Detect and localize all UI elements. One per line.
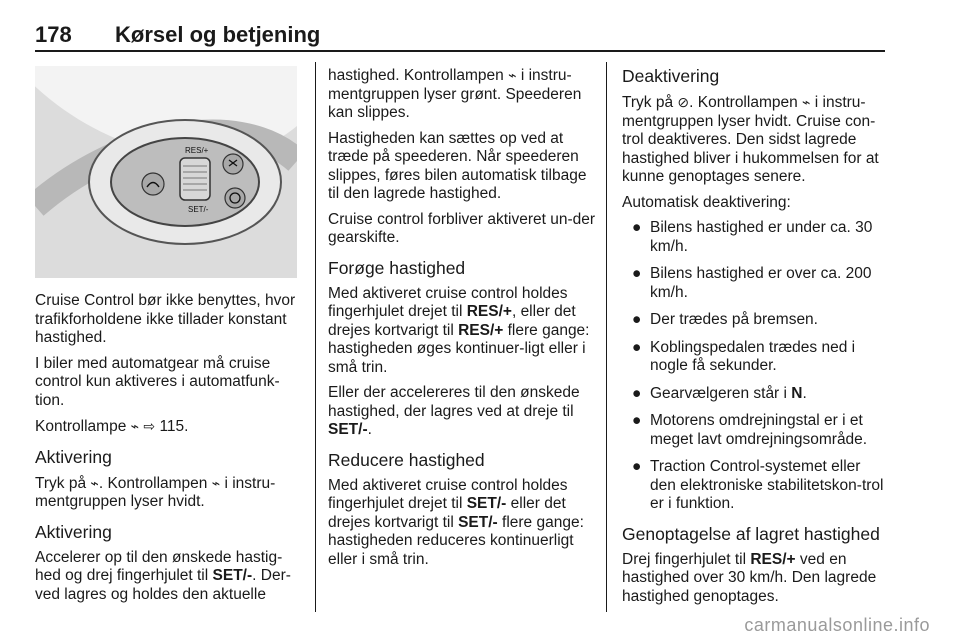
- list-item: ● Koblingspedalen trædes ned i nogle få sekunder.: [632, 338, 856, 374]
- steering-wheel-figure: [35, 66, 297, 278]
- auto-deactivation-list: [622, 219, 890, 514]
- column-1: [35, 66, 303, 611]
- increase-paragraph-1: Med aktiveret cruise control holdes fingerhjulet drejet til RES/+, eller det drejes kortvarigt til RES/+ flere gange: hastigheden øges kontinuer-ligt eller i små trin.: [328, 284, 590, 376]
- gearshift-paragraph: Cruise control forbliver aktiveret un-der gearskifte.: [328, 210, 596, 246]
- list-item: ● Bilens hastighed er under ca. 30 km/h.: [632, 219, 873, 255]
- bullet-icon: ●: [632, 219, 642, 236]
- control-lamp-ref: Kontrollampe ⌁ ⇨ 115.: [35, 418, 189, 435]
- increase-paragraph-2: Eller der accelereres til den ønskede hastighed, der lagres ved at dreje til SET/-.: [328, 384, 580, 438]
- cruise-control-icon: ⌁: [508, 67, 517, 83]
- bullet-icon: ●: [632, 412, 642, 429]
- auto-deactivation-intro: Automatisk deaktivering:: [622, 193, 791, 211]
- cruise-control-icon: ⌁: [211, 474, 221, 491]
- activation-paragraph-2: Accelerer op til den ønskede hastig-hed og drej fingerhjulet til SET/-. Der-ved lagres og holdes den aktuelle: [35, 548, 291, 603]
- heading-aktivering-2: Aktivering: [35, 521, 112, 542]
- heading-resume-speed: Genoptagelse af lagret hastighed: [622, 523, 880, 544]
- column-2: [328, 66, 596, 576]
- heading-reduce-speed: Reducere hastighed: [328, 449, 485, 470]
- column-divider: [606, 62, 607, 612]
- res-label: RES/+: [185, 146, 209, 155]
- list-item: ● Traction Control-systemet eller den elektroniske stabilitetskon-trol er i funktion.: [632, 458, 884, 512]
- column-3: [622, 64, 890, 613]
- bullet-icon: ●: [632, 384, 642, 402]
- watermark: carmanualsonline.info: [744, 615, 930, 635]
- bullet-icon: ●: [632, 338, 642, 356]
- page-title: Kørsel og betjening: [115, 22, 321, 47]
- bullet-icon: ●: [632, 458, 642, 475]
- page-reference-link[interactable]: 115.: [159, 418, 189, 435]
- continued-paragraph: hastighed. Kontrollampen ⌁ i instru-mentgruppen lyser grønt. Speederen kan slippes.: [328, 67, 582, 121]
- deactivation-paragraph: Tryk på ⊘. Kontrollampen ⌁ i instru-mentgruppen lyser hvidt. Cruise con-trol deaktiveres. Den sidst lagrede hastighed bliver i hukommelsen for at kunne genoptages senere.: [622, 94, 879, 185]
- cruise-control-icon: ⌁: [90, 474, 99, 491]
- heading-aktivering-1: Aktivering: [35, 446, 112, 467]
- warning-paragraph: Cruise Control bør ikke benyttes, hvor trafikforholdene ikke tillader konstant hastighed.: [35, 292, 296, 346]
- list-item: ● Der trædes på bremsen.: [632, 311, 818, 328]
- reduce-paragraph: Med aktiveret cruise control holdes fingerhjulet drejet til SET/- eller det drejes kortvarigt til SET/- flere gange: hastigheden reduceres kontinuerligt eller i små trin.: [328, 476, 584, 568]
- set-label: SET/-: [188, 205, 209, 214]
- accelerate-paragraph: Hastigheden kan sættes op ved at træde på speederen. Når speederen slippes, føres bilen automatisk tilbage til den lagrede hastighed.: [328, 129, 587, 202]
- heading-increase-speed: Forøge hastighed: [328, 257, 466, 278]
- resume-paragraph: Drej fingerhjulet til RES/+ ved en hastighed over 30 km/h. Den lagrede hastighed genoptages.: [622, 550, 877, 605]
- automatic-gear-paragraph: I biler med automatgear må cruise control kun aktiveres i automatfunk-tion.: [35, 354, 280, 409]
- header-rule: [35, 50, 885, 52]
- list-item: ● Motorens omdrejningstal er i et meget lavt omdrejningsområde.: [632, 412, 868, 448]
- cruise-control-icon: ⌁: [130, 418, 140, 434]
- cruise-control-icon: ⌁: [802, 94, 811, 110]
- page-reference-icon: ⇨: [143, 418, 156, 434]
- page-number: 178: [35, 22, 72, 47]
- list-item: ● Bilens hastighed er over ca. 200 km/h.: [632, 265, 872, 301]
- cruise-cancel-icon: ⊘: [677, 94, 690, 110]
- bullet-icon: ●: [632, 311, 642, 328]
- page-header: [35, 22, 885, 50]
- bullet-icon: ●: [632, 265, 642, 282]
- column-divider: [315, 62, 316, 612]
- list-item: ● Gearvælgeren står i N.: [632, 384, 807, 402]
- heading-deactivation: Deaktivering: [622, 66, 720, 86]
- activation-paragraph-1: Tryk på ⌁. Kontrollampen ⌁ i instru-mentgruppen lyser hvidt.: [35, 474, 276, 510]
